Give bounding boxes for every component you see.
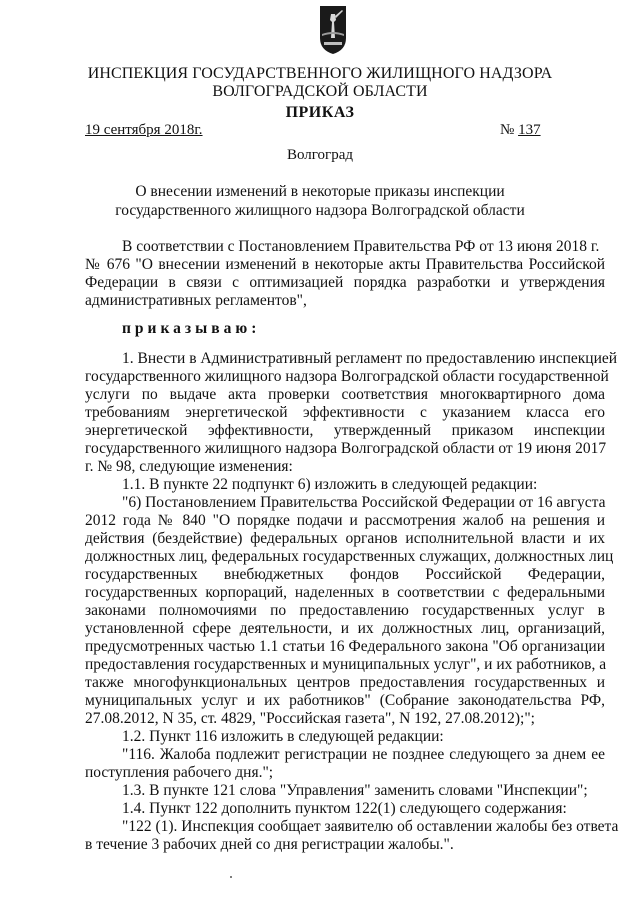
text-line: В соответствии с Постановлением Правительства РФ от 13 июня 2018 г. <box>122 238 600 255</box>
preamble-paragraph <box>85 238 605 310</box>
text-line: установленной сфере деятельности, и их должностных лиц, организаций, <box>85 620 605 637</box>
order-subject <box>0 182 640 220</box>
text-line: административных регламентов", <box>85 292 307 309</box>
text-line: "6) Постановлением Правительства Российской Федерации от 16 августа <box>122 494 606 511</box>
point-1-1: 1.1. В пункте 22 подпункт 6) изложить в следующей редакции: <box>122 476 538 493</box>
text-line: Федерации в связи с оптимизацией порядка разработки и утверждения <box>85 274 605 291</box>
text-line: 27.08.2012, N 35, ст. 4829, "Российская газета", N 192, 27.08.2012);"; <box>85 710 535 727</box>
order-date: 19 сентября 2018г. <box>85 122 203 138</box>
coat-of-arms-icon <box>318 4 348 56</box>
text-line: должностных лиц, федеральных государственных служащих, должностных лиц <box>85 548 614 565</box>
text-line: государственного жилищного надзора Волгоградской области от 19 июня 2017 <box>85 440 607 457</box>
document-type-title: ПРИКАЗ <box>285 104 355 121</box>
order-number-value: 137 <box>518 122 541 138</box>
city: Волгоград <box>286 147 353 163</box>
point-1-3: 1.3. В пункте 121 слова "Управления" заменить словами "Инспекции"; <box>122 782 588 799</box>
text-line: энергетической эффективности, утвержденный приказом инспекции <box>85 422 605 439</box>
text-line: 1. Внести в Административный регламент по предоставлению инспекцией <box>122 350 618 367</box>
text-line: законами полномочиями по предоставлению государственных услуг в <box>85 602 605 619</box>
text-line: также многофункциональных центров предоставления государственных и <box>85 674 605 691</box>
order-points <box>85 350 619 854</box>
text-line: г. № 98, следующие изменения: <box>85 458 293 475</box>
text-line: предоставления государственных и муниципальных услуг", и их работников, а <box>85 656 607 673</box>
organization-name-line2: ВОЛГОГРАДСКОЙ ОБЛАСТИ <box>212 83 428 100</box>
point-1-4: 1.4. Пункт 122 дополнить пунктом 122(1) следующего содержания: <box>122 800 567 817</box>
order-subject-line: государственного жилищного надзора Волгоградской области <box>115 202 525 219</box>
text-line: поступления рабочего дня."; <box>85 764 274 781</box>
text-line: услуги по выдаче акта проверки соответствия многоквартирного дома <box>85 386 605 403</box>
order-number-prefix: № <box>500 122 515 138</box>
text-line: государственных внебюджетных фондов Российской Федерации, <box>85 566 605 583</box>
order-number <box>500 122 541 139</box>
scan-speck <box>230 876 232 878</box>
order-subject-line: О внесении изменений в некоторые приказы инспекции <box>135 183 505 200</box>
text-line: государственного жилищного надзора Волгоградской области государственной <box>85 368 609 385</box>
text-line: действия (бездействие) федеральных органов исполнительной власти и их <box>85 530 605 547</box>
text-line: "122 (1). Инспекция сообщает заявителю об оставлении жалобы без ответа <box>122 818 619 835</box>
text-line: № 676 "О внесении изменений в некоторые акты Правительства Российской <box>85 256 605 273</box>
decree-word: приказываю: <box>122 320 261 337</box>
text-line: требованиям энергетической эффективности с указанием класса его <box>85 404 605 421</box>
text-line: государственных корпораций, наделенных в соответствии с федеральными <box>85 584 605 601</box>
text-line: "116. Жалоба подлежит регистрации не позднее следующего за днем ее <box>122 746 605 763</box>
text-line: муниципальных услуг и их работников" (Собрание законодательства РФ, <box>85 692 605 709</box>
text-line: предусмотренных частью 1.1 статьи 16 Федерального закона "Об организации <box>85 638 605 655</box>
point-1-2: 1.2. Пункт 116 изложить в следующей редакции: <box>122 728 444 745</box>
text-line: 2012 года № 840 "О порядке подачи и рассмотрения жалоб на решения и <box>85 512 605 529</box>
organization-name-line1: ИНСПЕКЦИЯ ГОСУДАРСТВЕННОГО ЖИЛИЩНОГО НАДЗОРА <box>87 65 553 82</box>
text-line: в течение 3 рабочих дней со дня регистрации жалобы.". <box>85 836 454 853</box>
